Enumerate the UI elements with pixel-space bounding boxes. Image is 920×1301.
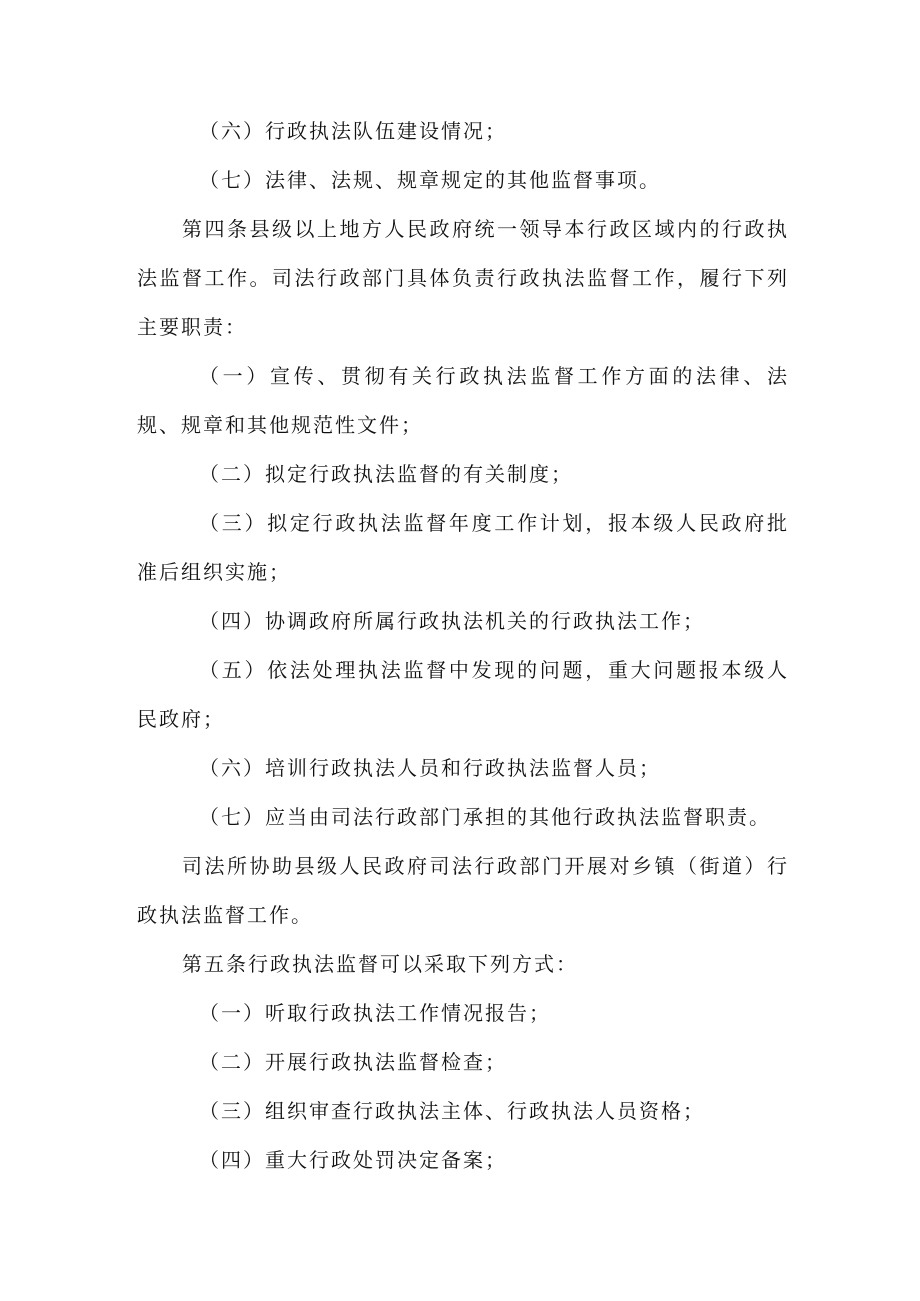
paragraph-method-4: （四）重大行政处罚决定备案； (199, 1148, 507, 1172)
paragraph-item-6-team-building: （六）行政执法队伍建设情况； (199, 119, 507, 143)
paragraph-method-2: （二）开展行政执法监督检查； (199, 1050, 507, 1074)
paragraph-item-7-other-matters: （七）法律、法规、规章规定的其他监督事项。 (199, 168, 661, 192)
paragraph-duty-1: （一）宣传、贯彻有关行政执法监督工作方面的法律、法规、规章和其他规范性文件； (137, 364, 789, 437)
paragraph-duty-2: （二）拟定行政执法监督的有关制度； (199, 462, 573, 486)
paragraph-duty-7: （七）应当由司法行政部门承担的其他行政执法监督职责。 (199, 805, 771, 829)
paragraph-method-1: （一）听取行政执法工作情况报告； (199, 1001, 551, 1025)
document-body (137, 107, 789, 1185)
paragraph-article-5: 第五条行政执法监督可以采取下列方式： (182, 952, 578, 976)
paragraph-duty-6: （六）培训行政执法人员和行政执法监督人员； (199, 756, 661, 780)
paragraph-duty-3: （三）拟定行政执法监督年度工作计划，报本级人民政府批准后组织实施； (137, 511, 789, 584)
paragraph-article-4: 第四条县级以上地方人民政府统一领导本行政区域内的行政执法监督工作。司法行政部门具体负责行政执法监督工作，履行下列主要职责： (137, 217, 789, 339)
paragraph-duty-5: （五）依法处理执法监督中发现的问题，重大问题报本级人民政府； (137, 658, 789, 731)
paragraph-judicial-office: 司法所协助县级人民政府司法行政部门开展对乡镇（街道）行政执法监督工作。 (137, 854, 789, 927)
paragraph-method-3: （三）组织审查行政执法主体、行政执法人员资格； (199, 1099, 705, 1123)
paragraph-duty-4: （四）协调政府所属行政执法机关的行政执法工作； (199, 609, 705, 633)
